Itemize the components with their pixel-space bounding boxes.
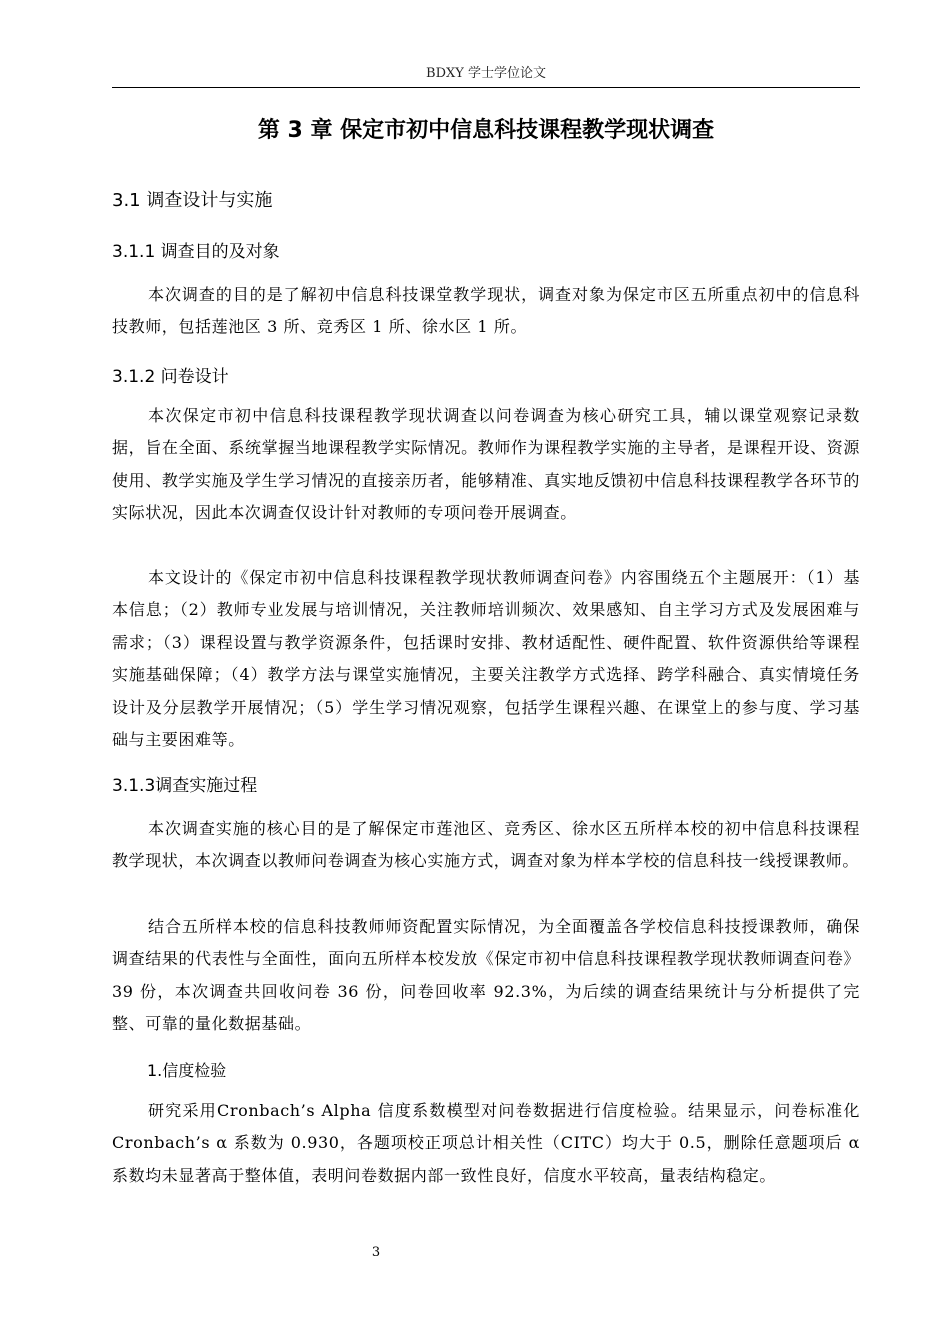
section-heading-3-1-1: 3.1.1 调查目的及对象: [112, 242, 280, 262]
paragraph-implementation-2: 结合五所样本校的信息科技教师师资配置实际情况，为全面覆盖各学校信息科技授课教师，确保调查结果的代表性与全面性，面向五所样本校发放《保定市初中信息科技课程教学现状教师调查问卷》 39 份，本次调查共回收问卷 36 份，问卷回收率 92.3%，为后续的调查结果统计与分析提供了完整、可靠的量化数据基础。: [112, 917, 860, 1034]
paragraph-implementation-1: 本次调查实施的核心目的是了解保定市莲池区、竞秀区、徐水区五所样本校的初中信息科技课程教学现状，本次调查以教师问卷调查为核心实施方式，调查对象为样本学校的信息科技一线授课教师。: [112, 819, 860, 871]
section-heading-3-1-2: 3.1.2 问卷设计: [112, 367, 229, 387]
paragraph-questionnaire-design-1: 本次保定市初中信息科技课程教学现状调查以问卷调查为核心研究工具，辅以课堂观察记录数据，旨在全面、系统掌握当地课程教学实际情况。教师作为课程教学实施的主导者，是课程开设、资源使用、教学实施及学生学习情况的直接亲历者，能够精准、真实地反馈初中信息科技课程教学各环节的实际状况，因此本次调查仅设计针对教师的专项问卷开展调查。: [112, 406, 860, 523]
header-divider: [112, 87, 860, 88]
section-heading-3-1-3: 3.1.3调查实施过程: [112, 776, 258, 796]
chapter-title: 第 3 章 保定市初中信息科技课程教学现状调查: [257, 118, 715, 143]
section-heading-3-1: 3.1 调查设计与实施: [112, 190, 273, 211]
paragraph-questionnaire-design-2: 本文设计的《保定市初中信息科技课程教学现状教师调查问卷》内容围绕五个主题展开：（1）基本信息；（2）教师专业发展与培训情况，关注教师培训频次、效果感知、自主学习方式及发展困难与需求；（3）课程设置与教学资源条件，包括课时安排、教材适配性、硬件配置、软件资源供给等课程实施基础保障；（4）教学方法与课堂实施情况，主要关注教学方式选择、跨学科融合、真实情境任务设计及分层教学开展情况；（5）学生学习情况观察，包括学生课程兴趣、在课堂上的参与度、学习基础与主要困难等。: [112, 568, 860, 750]
subheading-reliability-test: 1.信度检验: [147, 1061, 227, 1080]
paragraph-survey-purpose: 本次调查的目的是了解初中信息科技课堂教学现状，调查对象为保定市区五所重点初中的信息科技教师，包括莲池区 3 所、竞秀区 1 所、徐水区 1 所。: [112, 285, 860, 337]
paragraph-reliability-test: 研究采用Cronbach’s Alpha 信度系数模型对问卷数据进行信度检验。结果显示，问卷标准化 Cronbach’s α 系数为 0.930，各题项校正项总计相关性（CITC）均大于 0.5，删除任意题项后 α 系数均未显著高于整体值，表明问卷数据内部一致性良好，信度水平较高，量表结构稳定。: [112, 1101, 860, 1185]
running-header: BDXY 学士学位论文: [426, 66, 546, 81]
page-number: 3: [371, 1245, 381, 1260]
